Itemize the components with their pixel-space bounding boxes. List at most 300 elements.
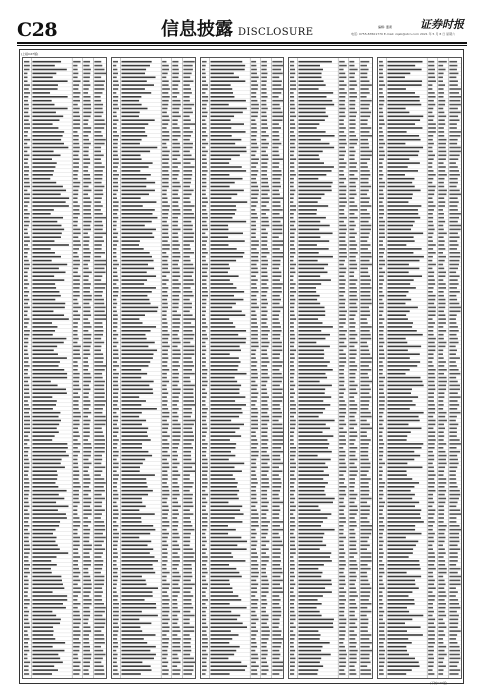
table-cell-text	[299, 428, 331, 430]
table-cell-text	[183, 69, 192, 71]
table-cell-text	[121, 127, 144, 129]
table-cell-text	[379, 116, 383, 118]
table-cell-text	[83, 221, 91, 223]
table-cell-text	[272, 490, 280, 492]
table-cell-text	[361, 669, 372, 671]
table-cell-text	[350, 205, 358, 207]
table-cell-text	[450, 626, 458, 628]
table-cell-text	[439, 459, 447, 461]
table-cell-text	[202, 338, 208, 340]
table-cell-text	[388, 502, 420, 504]
table-cell-text	[251, 342, 258, 344]
table-cell-text	[210, 459, 228, 461]
table-cell-text	[350, 502, 355, 504]
table-cell-text	[83, 611, 90, 613]
table-cell-text	[162, 381, 169, 383]
table-cell-text	[439, 404, 444, 406]
table-cell-text	[450, 213, 462, 215]
table-cell-text	[83, 428, 89, 430]
table-cell-text	[73, 529, 77, 531]
table-cell-text	[261, 213, 266, 215]
table-cell-text	[32, 548, 59, 550]
table-cell-text	[261, 381, 267, 383]
table-cell-text	[261, 599, 266, 601]
table-cell-text	[290, 369, 295, 371]
table-cell-text	[121, 303, 150, 305]
table-cell-text	[361, 100, 372, 102]
table-cell-text	[32, 205, 68, 207]
table-cell-text	[113, 162, 119, 164]
table-cell-text	[290, 229, 296, 231]
table-cell-text	[162, 80, 169, 82]
table-cell-text	[210, 260, 236, 262]
table-cell-text	[183, 84, 189, 86]
table-cell-text	[290, 463, 296, 465]
table-cell-text	[350, 486, 355, 488]
table-cell-text	[340, 334, 346, 336]
table-cell-text	[439, 322, 447, 324]
table-cell-text	[183, 229, 192, 231]
table-cell-text	[162, 112, 167, 114]
table-cell-text	[183, 642, 190, 644]
table-cell-text	[121, 455, 152, 457]
table-cell-text	[73, 119, 80, 121]
table-cell-text	[450, 673, 459, 675]
table-cell-text	[121, 268, 154, 270]
table-cell-text	[24, 225, 29, 227]
table-cell-text	[350, 256, 356, 258]
table-cell-text	[162, 283, 166, 285]
table-cell-text	[439, 116, 447, 118]
table-cell-text	[121, 69, 146, 71]
table-cell-text	[450, 170, 460, 172]
table-cell-text	[113, 439, 119, 441]
table-cell-text	[350, 190, 356, 192]
table-cell-text	[439, 221, 446, 223]
table-cell-text	[299, 665, 324, 667]
table-cell-text	[251, 182, 257, 184]
table-cell-text	[379, 626, 385, 628]
table-cell-text	[202, 615, 206, 617]
table-cell-text	[299, 240, 330, 242]
table-cell-text	[94, 151, 101, 153]
table-cell-text	[121, 229, 155, 231]
table-cell-text	[350, 151, 356, 153]
table-cell-text	[388, 350, 408, 352]
table-cell-text	[361, 373, 368, 375]
table-cell-text	[350, 104, 356, 106]
table-cell-text	[290, 268, 295, 270]
table-cell-text	[439, 213, 445, 215]
table-cell-text	[202, 658, 207, 660]
table-cell-text	[450, 166, 458, 168]
table-cell-text	[272, 412, 282, 414]
table-cell-text	[172, 131, 180, 133]
table-cell-text	[121, 225, 144, 227]
table-cell-text	[439, 568, 447, 570]
table-cell-text	[340, 498, 345, 500]
table-cell-text	[94, 342, 104, 344]
table-cell-text	[350, 435, 358, 437]
table-cell-text	[272, 268, 279, 270]
table-cell-text	[162, 108, 167, 110]
table-cell-text	[299, 537, 324, 539]
table-cell-text	[113, 197, 117, 199]
table-cell-text	[24, 385, 29, 387]
table-cell-text	[94, 420, 106, 422]
table-cell-text	[428, 451, 433, 453]
table-cell-text	[113, 443, 117, 445]
table-cell-text	[299, 634, 321, 636]
table-cell-text	[183, 104, 194, 106]
table-cell-text	[172, 166, 178, 168]
table-cell-text	[379, 104, 384, 106]
table-cell-text	[388, 213, 419, 215]
table-cell-text	[340, 104, 346, 106]
table-cell-text	[73, 92, 80, 94]
table-cell-text	[251, 112, 258, 114]
table-cell-text	[379, 381, 383, 383]
table-cell-text	[202, 603, 206, 605]
table-cell-text	[272, 381, 281, 383]
table-cell-text	[290, 595, 295, 597]
table-cell-text	[361, 275, 371, 277]
table-cell-text	[32, 369, 64, 371]
table-cell-text	[73, 533, 77, 535]
table-cell-text	[340, 658, 347, 660]
table-cell-text	[202, 252, 208, 254]
table-cell-text	[73, 560, 78, 562]
table-cell-text	[183, 135, 191, 137]
table-cell-text	[450, 147, 461, 149]
table-cell-text	[251, 494, 256, 496]
table-cell-text	[261, 205, 266, 207]
table-cell-text	[439, 119, 445, 121]
table-column	[377, 57, 462, 679]
table-cell-text	[113, 580, 117, 582]
table-cell-text	[183, 264, 193, 266]
table-cell-text	[379, 229, 385, 231]
table-cell-text	[202, 139, 206, 141]
table-cell-text	[73, 638, 79, 640]
table-cell-text	[450, 365, 457, 367]
table-cell-text	[73, 342, 77, 344]
table-cell-text	[94, 548, 105, 550]
table-cell-text	[94, 61, 101, 63]
table-cell-text	[361, 560, 372, 562]
table-cell-text	[299, 127, 317, 129]
table-cell-text	[183, 650, 191, 652]
table-cell-text	[290, 96, 294, 98]
table-cell-text	[272, 662, 283, 664]
table-cell-text	[428, 283, 435, 285]
table-cell-text	[83, 190, 91, 192]
table-cell-text	[350, 404, 358, 406]
table-cell-text	[379, 166, 383, 168]
table-cell-text	[32, 658, 60, 660]
table-cell-text	[32, 470, 56, 472]
table-cell-text	[340, 513, 345, 515]
table-cell-text	[299, 584, 332, 586]
table-cell-text	[251, 80, 257, 82]
table-cell-text	[83, 143, 90, 145]
table-cell-text	[272, 291, 281, 293]
table-cell-text	[299, 217, 326, 219]
table-cell-text	[428, 182, 432, 184]
table-cell-text	[379, 272, 385, 274]
table-cell-text	[24, 334, 29, 336]
table-cell-text	[261, 564, 266, 566]
table-cell-text	[32, 646, 52, 648]
table-cell-text	[299, 131, 326, 133]
table-cell-text	[210, 404, 246, 406]
table-cell-text	[73, 377, 79, 379]
table-cell-text	[24, 626, 30, 628]
table-cell-text	[428, 201, 433, 203]
table-cell-text	[299, 100, 333, 102]
table-cell-text	[290, 416, 294, 418]
table-cell-text	[388, 201, 409, 203]
table-cell-text	[113, 139, 118, 141]
table-cell-text	[162, 529, 166, 531]
table-cell-text	[162, 525, 169, 527]
table-cell-text	[299, 162, 325, 164]
table-cell-text	[162, 326, 168, 328]
table-cell-text	[121, 498, 141, 500]
table-cell-text	[113, 96, 118, 98]
table-cell-text	[32, 595, 67, 597]
table-cell-text	[73, 236, 78, 238]
table-cell-text	[290, 330, 294, 332]
table-cell-text	[450, 330, 459, 332]
table-cell-text	[290, 84, 296, 86]
table-cell-text	[388, 474, 407, 476]
table-cell-text	[299, 252, 319, 254]
table-cell-text	[361, 599, 369, 601]
table-cell-text	[183, 201, 190, 203]
table-cell-text	[388, 470, 407, 472]
table-cell-text	[183, 502, 192, 504]
table-cell-text	[272, 638, 283, 640]
table-cell-text	[251, 346, 259, 348]
table-cell-text	[361, 350, 370, 352]
table-cell-text	[24, 77, 27, 79]
table-cell-text	[183, 467, 192, 469]
table-cell-text	[388, 143, 406, 145]
table-cell-text	[73, 326, 78, 328]
table-cell-text	[340, 482, 345, 484]
table-cell-text	[121, 260, 153, 262]
table-cell-text	[202, 369, 207, 371]
table-cell-text	[202, 182, 206, 184]
table-cell-text	[94, 139, 105, 141]
table-cell-text	[272, 314, 279, 316]
table-cell-text	[94, 143, 104, 145]
table-cell-text	[183, 365, 194, 367]
table-cell-text	[210, 424, 244, 426]
table-cell-text	[202, 431, 207, 433]
table-cell-text	[73, 615, 80, 617]
table-cell-text	[24, 307, 30, 309]
table-cell-text	[340, 311, 348, 313]
table-cell-text	[183, 119, 190, 121]
table-cell-text	[121, 151, 150, 153]
table-cell-text	[162, 599, 170, 601]
table-cell-text	[172, 599, 177, 601]
table-cell-text	[210, 506, 242, 508]
table-cell-text	[272, 428, 282, 430]
table-cell-text	[183, 61, 194, 63]
table-cell-text	[202, 404, 206, 406]
table-column-grid	[289, 58, 373, 679]
table-cell-text	[350, 244, 358, 246]
table-cell-text	[113, 84, 119, 86]
table-cell-text	[272, 599, 280, 601]
table-cell-text	[299, 576, 322, 578]
table-cell-text	[183, 143, 193, 145]
table-cell-text	[439, 178, 445, 180]
table-cell-text	[32, 260, 51, 262]
table-cell-text	[272, 225, 282, 227]
table-cell-text	[251, 431, 255, 433]
table-cell-text	[73, 213, 80, 215]
table-cell-text	[172, 490, 179, 492]
table-cell-text	[172, 385, 177, 387]
table-cell-text	[73, 127, 80, 129]
table-cell-text	[340, 299, 346, 301]
table-cell-text	[439, 584, 446, 586]
table-cell-text	[379, 236, 385, 238]
table-cell-text	[350, 326, 356, 328]
table-cell-text	[121, 61, 151, 63]
table-cell-text	[261, 190, 269, 192]
table-cell-text	[83, 353, 90, 355]
table-cell-text	[83, 314, 91, 316]
table-cell-text	[428, 623, 434, 625]
table-cell-text	[210, 100, 245, 102]
table-cell-text	[439, 654, 447, 656]
table-cell-text	[340, 92, 348, 94]
table-cell-text	[251, 170, 258, 172]
table-cell-text	[251, 291, 258, 293]
table-cell-text	[113, 607, 119, 609]
table-cell-text	[388, 162, 420, 164]
table-cell-text	[121, 525, 153, 527]
table-cell-text	[94, 365, 106, 367]
table-cell-text	[290, 252, 295, 254]
table-cell-text	[94, 389, 104, 391]
table-cell-text	[183, 334, 194, 336]
table-cell-text	[272, 346, 281, 348]
table-cell-text	[94, 381, 105, 383]
table-cell-text	[350, 353, 357, 355]
table-cell-text	[183, 630, 194, 632]
table-cell-text	[73, 233, 80, 235]
table-cell-text	[388, 572, 407, 574]
table-cell-text	[450, 435, 457, 437]
table-cell-text	[361, 412, 371, 414]
table-cell-text	[73, 330, 77, 332]
table-cell-text	[83, 467, 89, 469]
table-cell-text	[361, 61, 370, 63]
table-cell-text	[290, 326, 294, 328]
table-cell-text	[290, 490, 295, 492]
table-cell-text	[162, 104, 168, 106]
table-cell-text	[350, 350, 357, 352]
table-cell-text	[172, 435, 180, 437]
table-cell-text	[202, 455, 206, 457]
table-cell-text	[172, 346, 177, 348]
table-cell-text	[83, 396, 88, 398]
table-cell-text	[350, 162, 358, 164]
table-cell-text	[350, 650, 358, 652]
table-cell-text	[379, 123, 385, 125]
table-cell-text	[379, 256, 383, 258]
table-cell-text	[361, 170, 370, 172]
table-cell-text	[340, 112, 346, 114]
table-cell-text	[32, 451, 65, 453]
table-cell-text	[251, 646, 257, 648]
table-cell-text	[388, 357, 410, 359]
table-cell-text	[113, 673, 119, 675]
table-cell-text	[379, 299, 382, 301]
table-cell-text	[32, 123, 52, 125]
table-cell-text	[202, 311, 206, 313]
table-cell-text	[172, 560, 180, 562]
table-cell-text	[113, 322, 117, 324]
table-cell-text	[32, 186, 62, 188]
table-cell-text	[83, 291, 90, 293]
table-cell-text	[32, 233, 61, 235]
table-cell-text	[340, 400, 346, 402]
table-cell-text	[113, 194, 116, 196]
table-cell-text	[202, 654, 208, 656]
table-cell-text	[272, 108, 280, 110]
table-cell-text	[388, 673, 407, 675]
table-cell-text	[210, 342, 245, 344]
table-cell-text	[290, 88, 296, 90]
table-cell-text	[113, 151, 118, 153]
table-cell-text	[210, 92, 233, 94]
table-cell-text	[251, 197, 257, 199]
table-cell-text	[450, 587, 457, 589]
table-cell-text	[94, 225, 103, 227]
table-cell-text	[121, 509, 139, 511]
table-cell-text	[83, 151, 88, 153]
table-cell-text	[388, 658, 416, 660]
dateline: 2021 年 5 月 8 日 星期六	[420, 32, 456, 36]
table-cell-text	[350, 314, 356, 316]
table-cell-text	[272, 556, 280, 558]
table-cell-text	[113, 494, 118, 496]
table-cell-text	[73, 552, 78, 554]
table-cell-text	[83, 529, 90, 531]
table-cell-text	[172, 607, 177, 609]
table-cell-text	[450, 572, 458, 574]
table-cell-text	[379, 147, 383, 149]
table-cell-text	[251, 634, 256, 636]
table-cell-text	[272, 151, 278, 153]
table-cell-text	[388, 615, 424, 617]
table-cell-text	[172, 84, 178, 86]
table-cell-text	[172, 73, 179, 75]
table-cell-text	[290, 537, 295, 539]
table-cell-text	[210, 244, 228, 246]
table-cell-text	[350, 396, 355, 398]
table-cell-text	[83, 326, 91, 328]
table-cell-text	[24, 162, 28, 164]
table-cell-text	[210, 197, 231, 199]
